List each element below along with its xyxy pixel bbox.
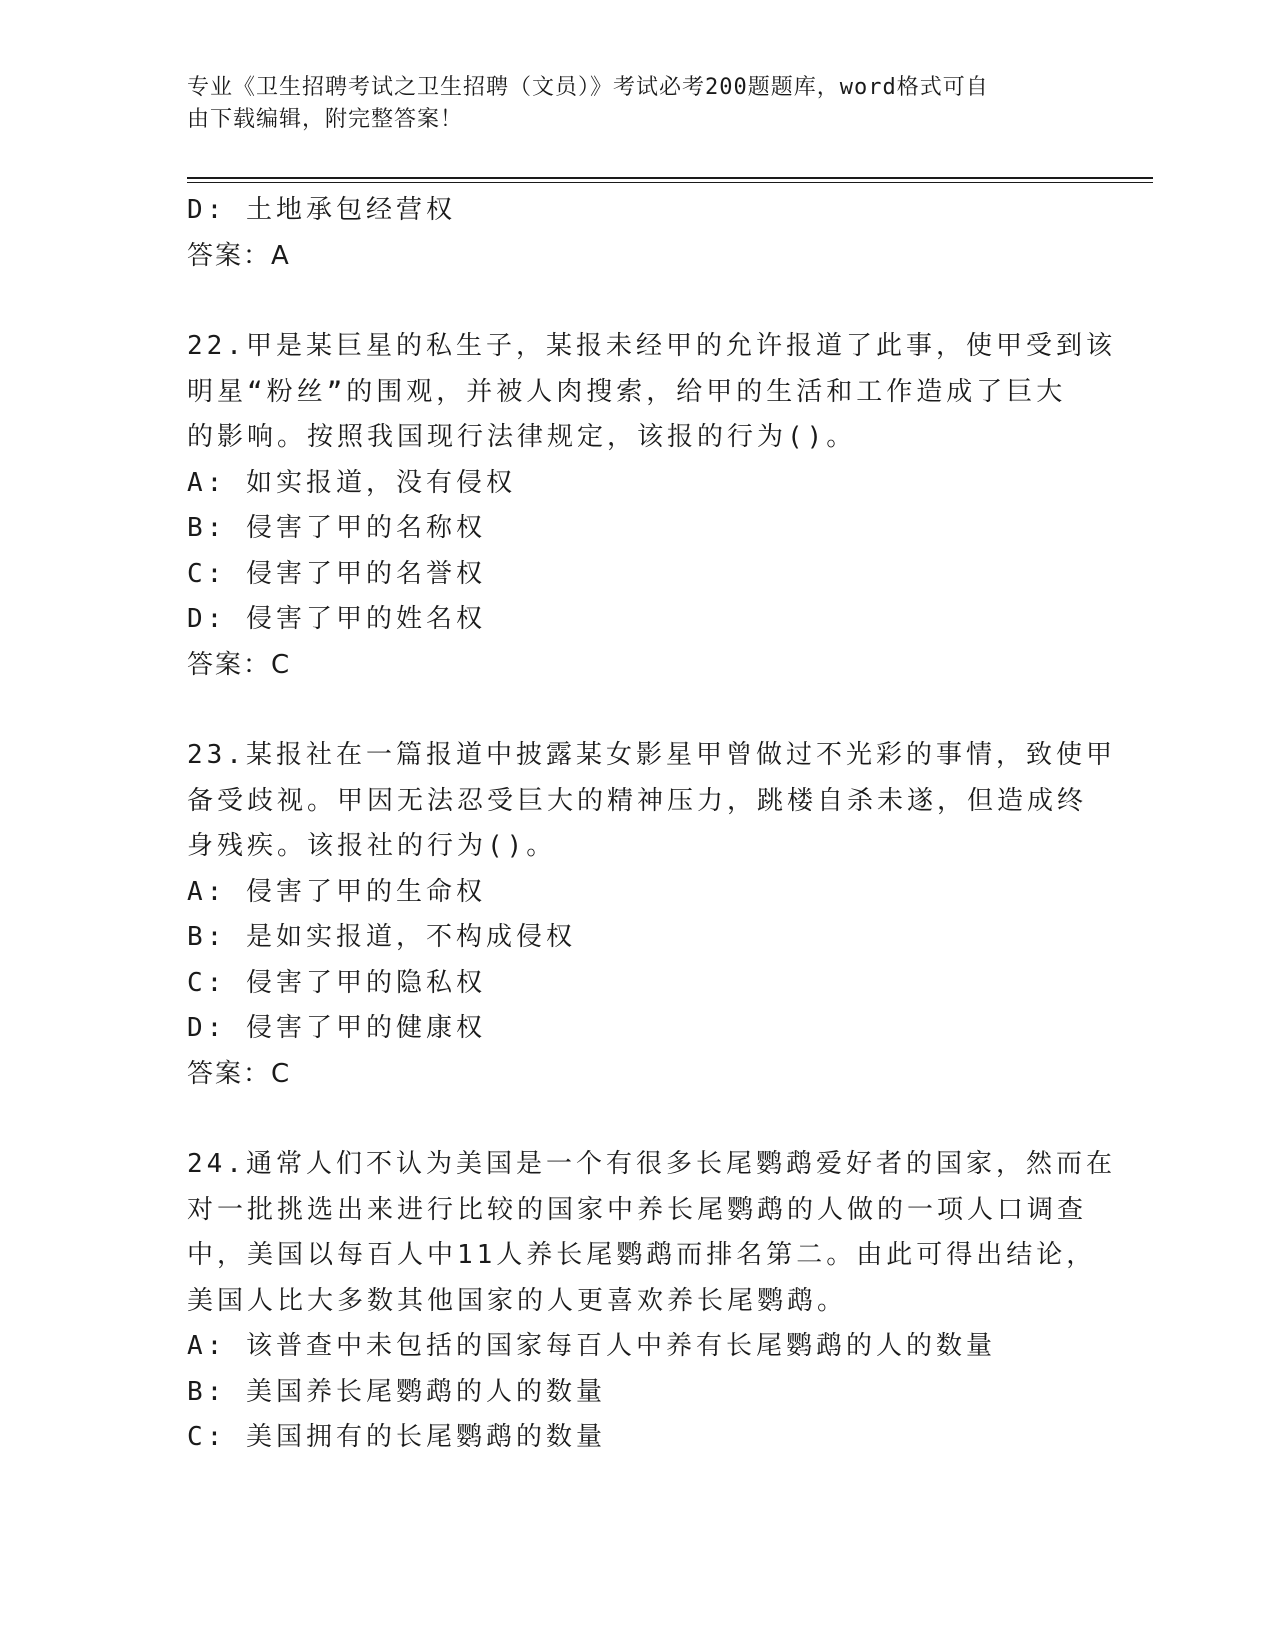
option-a: A: 侵害了甲的生命权 bbox=[187, 876, 486, 907]
question-stem-line: 中，美国以每百人中11人养长尾鹦鹉而排名第二。由此可得出结论， bbox=[187, 1240, 1097, 1270]
question-23 bbox=[187, 733, 1116, 1097]
header-line-2: 由下载编辑，附完整答案！ bbox=[187, 107, 464, 132]
option-c: C: 侵害了甲的隐私权 bbox=[187, 967, 486, 998]
question-stem-line: 23.某报社在一篇报道中披露某女影星甲曾做过不光彩的事情，致使甲 bbox=[187, 740, 1116, 770]
question-stem-line: 备受歧视。甲因无法忍受巨大的精神压力，跳楼自杀未遂，但造成终 bbox=[187, 785, 1088, 816]
question-stem-line: 美国人比大多数其他国家的人更喜欢养长尾鹦鹉。 bbox=[187, 1285, 848, 1316]
header-rule-thin bbox=[187, 182, 1153, 183]
header-line-1: 专业《卫生招聘考试之卫生招聘（文员）》考试必考200题题库，word格式可自 bbox=[187, 75, 989, 100]
option-c: C: 侵害了甲的名誉权 bbox=[187, 558, 486, 589]
spacer bbox=[187, 1097, 1067, 1142]
question-24 bbox=[187, 1142, 1116, 1461]
option-a: A: 如实报道，没有侵权 bbox=[187, 467, 516, 498]
question-stem-line: 身残疾。该报社的行为()。 bbox=[187, 831, 557, 861]
question-stem-line: 24.通常人们不认为美国是一个有很多长尾鹦鹉爱好者的国家，然而在 bbox=[187, 1149, 1116, 1179]
spacer bbox=[187, 688, 1067, 733]
option-b: B: 美国养长尾鹦鹉的人的数量 bbox=[187, 1376, 606, 1407]
question-stem-line: 明星“粉丝”的围观，并被人肉搜索，给甲的生活和工作造成了巨大 bbox=[187, 376, 1067, 407]
question-stem-line: 的影响。按照我国现行法律规定，该报的行为()。 bbox=[187, 422, 857, 452]
option-b: B: 侵害了甲的名称权 bbox=[187, 513, 486, 543]
spacer bbox=[187, 279, 1067, 324]
answer-line: 答案：C bbox=[187, 1058, 292, 1089]
option-c: C: 美国拥有的长尾鹦鹉的数量 bbox=[187, 1422, 606, 1452]
document-header bbox=[187, 72, 1087, 136]
option-d: D: 土地承包经营权 bbox=[187, 195, 456, 225]
answer-line: 答案：C bbox=[187, 649, 292, 680]
question-22 bbox=[187, 324, 1116, 688]
option-d: D: 侵害了甲的姓名权 bbox=[187, 604, 486, 634]
question-stem-line: 22.甲是某巨星的私生子，某报未经甲的允许报道了此事，使甲受到该 bbox=[187, 331, 1116, 361]
option-d: D: 侵害了甲的健康权 bbox=[187, 1013, 486, 1043]
question-21-tail bbox=[187, 188, 1067, 279]
question-stem-line: 对一批挑选出来进行比较的国家中养长尾鹦鹉的人做的一项人口调查 bbox=[187, 1194, 1088, 1225]
answer-line: 答案：A bbox=[187, 240, 291, 271]
option-a: A: 该普查中未包括的国家每百人中养有长尾鹦鹉的人的数量 bbox=[187, 1331, 996, 1361]
document-body bbox=[187, 188, 1116, 1461]
header-rule-thick bbox=[187, 177, 1153, 179]
option-b: B: 是如实报道，不构成侵权 bbox=[187, 922, 576, 952]
